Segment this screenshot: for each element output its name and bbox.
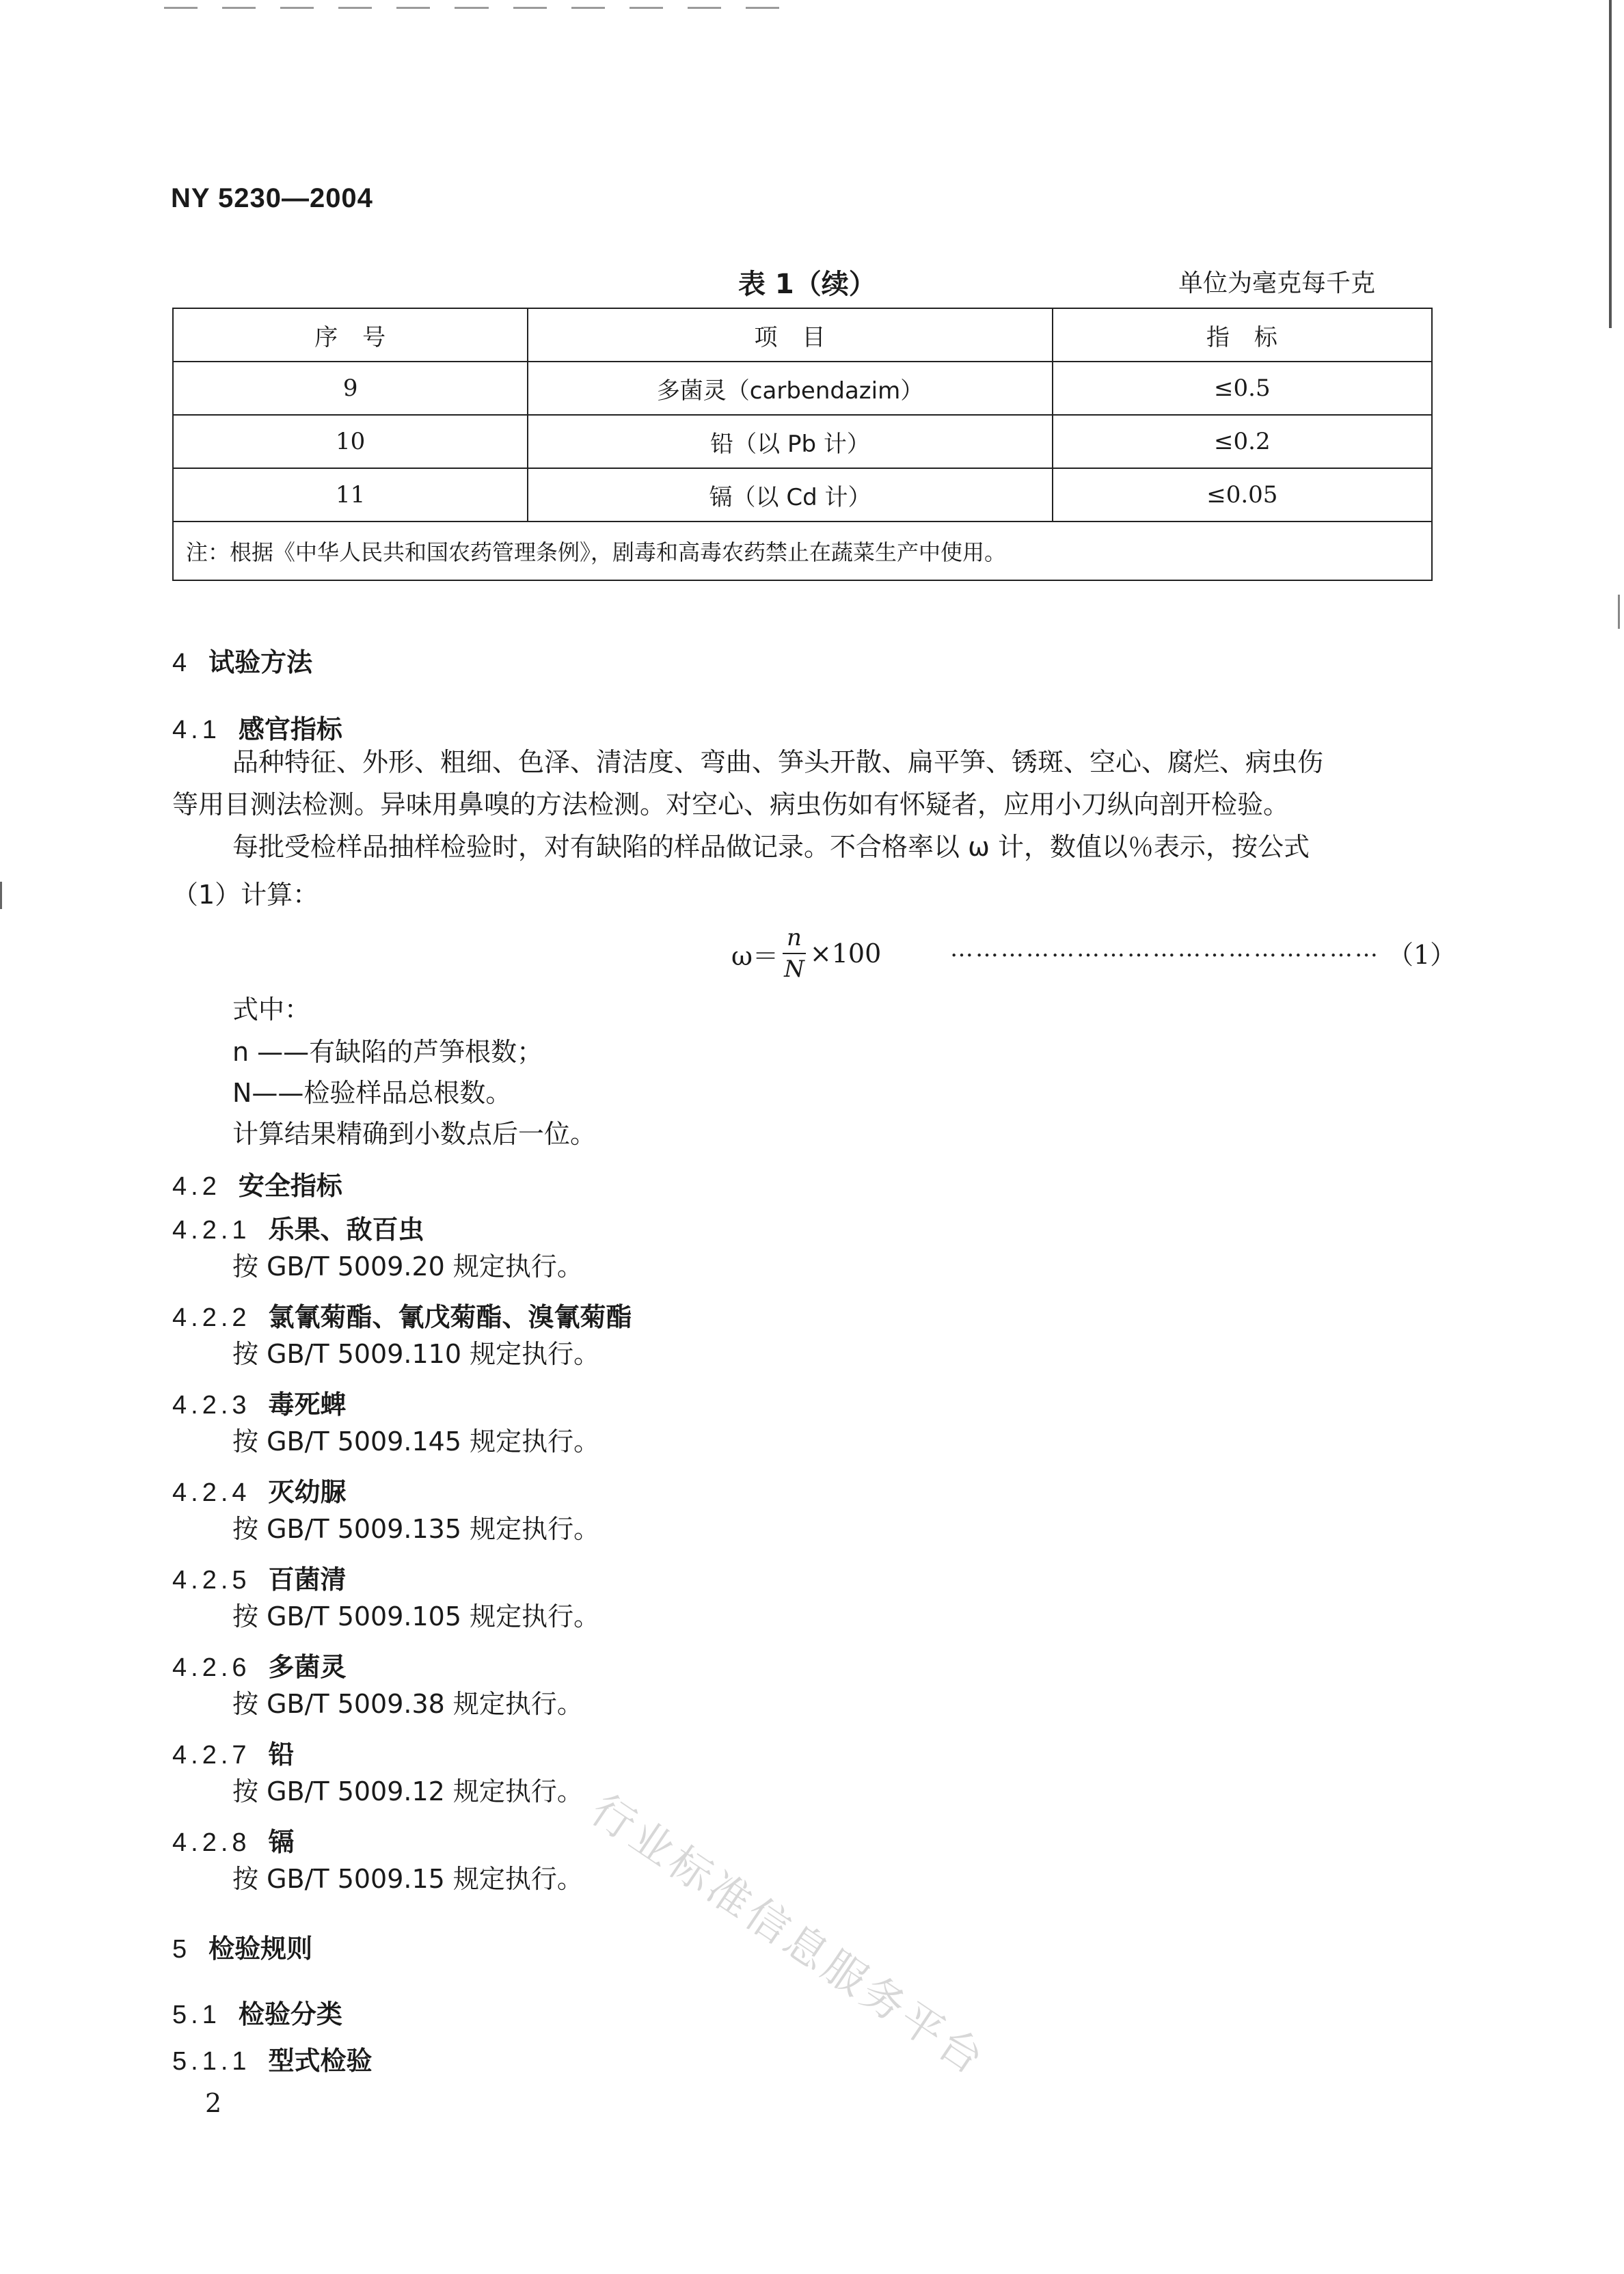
subsection-heading: 4.2.1 乐果、敌百虫 <box>172 1215 424 1245</box>
section-heading-5-1-1: 5.1.1 型式检验 <box>172 2046 373 2076</box>
formula-lhs: ω＝ <box>731 940 779 971</box>
col-header-no: 序 号 <box>173 308 528 362</box>
subsection-text: 按 GB/T 5009.145 规定执行。 <box>232 1426 600 1457</box>
subsection-heading: 4.2.2 氯氰菊酯、氰戊菊酯、溴氰菊酯 <box>172 1302 632 1332</box>
col-header-limit: 指 标 <box>1053 308 1432 362</box>
precision-note: 计算结果精确到小数点后一位。 <box>232 1119 597 1149</box>
top-scan-dashes <box>164 7 779 11</box>
page-number: 2 <box>205 2088 222 2118</box>
formula-numerator: n <box>783 923 806 954</box>
section-heading-4: 4 试验方法 <box>172 647 313 677</box>
cell-limit: ≤0.2 <box>1053 415 1432 468</box>
formula-number: （1） <box>1388 940 1457 970</box>
paragraph-line: 品种特征、外形、粗细、色泽、清洁度、弯曲、笋头开散、扁平笋、锈斑、空心、腐烂、病虫伤 <box>232 747 1324 777</box>
right-edge-mark <box>1618 595 1620 629</box>
formula-fraction <box>783 923 806 984</box>
cell-no: 11 <box>173 468 528 522</box>
section-heading-5-1: 5.1 检验分类 <box>172 1999 342 2029</box>
subsection-heading: 4.2.4 灭幼脲 <box>172 1477 347 1507</box>
where-label: 式中： <box>232 994 311 1025</box>
table-row <box>173 415 1432 468</box>
subsection-heading: 4.2.8 镉 <box>172 1827 295 1857</box>
section-heading-4-2: 4.2 安全指标 <box>172 1171 342 1201</box>
subsection-text: 按 GB/T 5009.12 规定执行。 <box>232 1776 583 1806</box>
subsection-heading: 4.2.3 毒死蜱 <box>172 1390 347 1420</box>
table-note-row <box>173 522 1432 580</box>
cell-item: 镉（以 Cd 计） <box>528 468 1052 522</box>
subsection-text: 按 GB/T 5009.15 规定执行。 <box>232 1864 583 1894</box>
cell-item: 铅（以 Pb 计） <box>528 415 1052 468</box>
definition-n: n ——有缺陷的芦笋根数； <box>232 1037 543 1067</box>
subsection-heading: 4.2.6 多菌灵 <box>172 1652 347 1682</box>
paragraph-line: 等用目测法检测。异味用鼻嗅的方法检测。对空心、病虫伤如有怀疑者，应用小刀纵向剖开检验。 <box>172 789 1290 820</box>
section-heading-4-1: 4.1 感官指标 <box>172 714 342 744</box>
table-title: 表 1（续） <box>738 269 876 300</box>
table-note: 注：根据《中华人民共和国农药管理条例》，剧毒和高毒农药禁止在蔬菜生产中使用。 <box>173 522 1432 580</box>
limits-table <box>172 308 1433 581</box>
subsection-heading: 4.2.7 铅 <box>172 1740 295 1770</box>
formula-leader-dots: …………………………………………… <box>950 935 1380 962</box>
right-edge-rule <box>1609 0 1612 328</box>
subsection-text: 按 GB/T 5009.105 规定执行。 <box>232 1601 600 1632</box>
document-code: NY 5230—2004 <box>171 183 373 213</box>
section-heading-5: 5 检验规则 <box>172 1934 313 1964</box>
table-row <box>173 468 1432 522</box>
subsection-text: 按 GB/T 5009.20 规定执行。 <box>232 1251 583 1282</box>
formula-1 <box>731 923 881 984</box>
subsection-text: 按 GB/T 5009.38 规定执行。 <box>232 1689 583 1719</box>
table-header-row <box>173 308 1432 362</box>
paragraph-line: （1）计算： <box>172 880 319 910</box>
subsection-heading: 4.2.5 百菌清 <box>172 1565 347 1595</box>
subsection-text: 按 GB/T 5009.135 规定执行。 <box>232 1514 600 1544</box>
subsection-text: 按 GB/T 5009.110 规定执行。 <box>232 1339 600 1369</box>
watermark: 行业标准信息服务平台 <box>582 1784 996 2086</box>
table-unit: 单位为毫克每千克 <box>1178 269 1376 297</box>
formula-rhs: ×100 <box>809 938 882 969</box>
table-row <box>173 362 1432 415</box>
formula-denominator: N <box>784 956 804 983</box>
cell-no: 10 <box>173 415 528 468</box>
cell-no: 9 <box>173 362 528 415</box>
cell-limit: ≤0.05 <box>1053 468 1432 522</box>
cell-item: 多菌灵（carbendazim） <box>528 362 1052 415</box>
definition-N: N——检验样品总根数。 <box>232 1078 512 1108</box>
left-edge-mark <box>0 882 2 909</box>
paragraph-line: 每批受检样品抽样检验时，对有缺陷的样品做记录。不合格率以 ω 计，数值以％表示，按公式 <box>232 832 1310 862</box>
col-header-item: 项 目 <box>528 308 1052 362</box>
cell-limit: ≤0.5 <box>1053 362 1432 415</box>
